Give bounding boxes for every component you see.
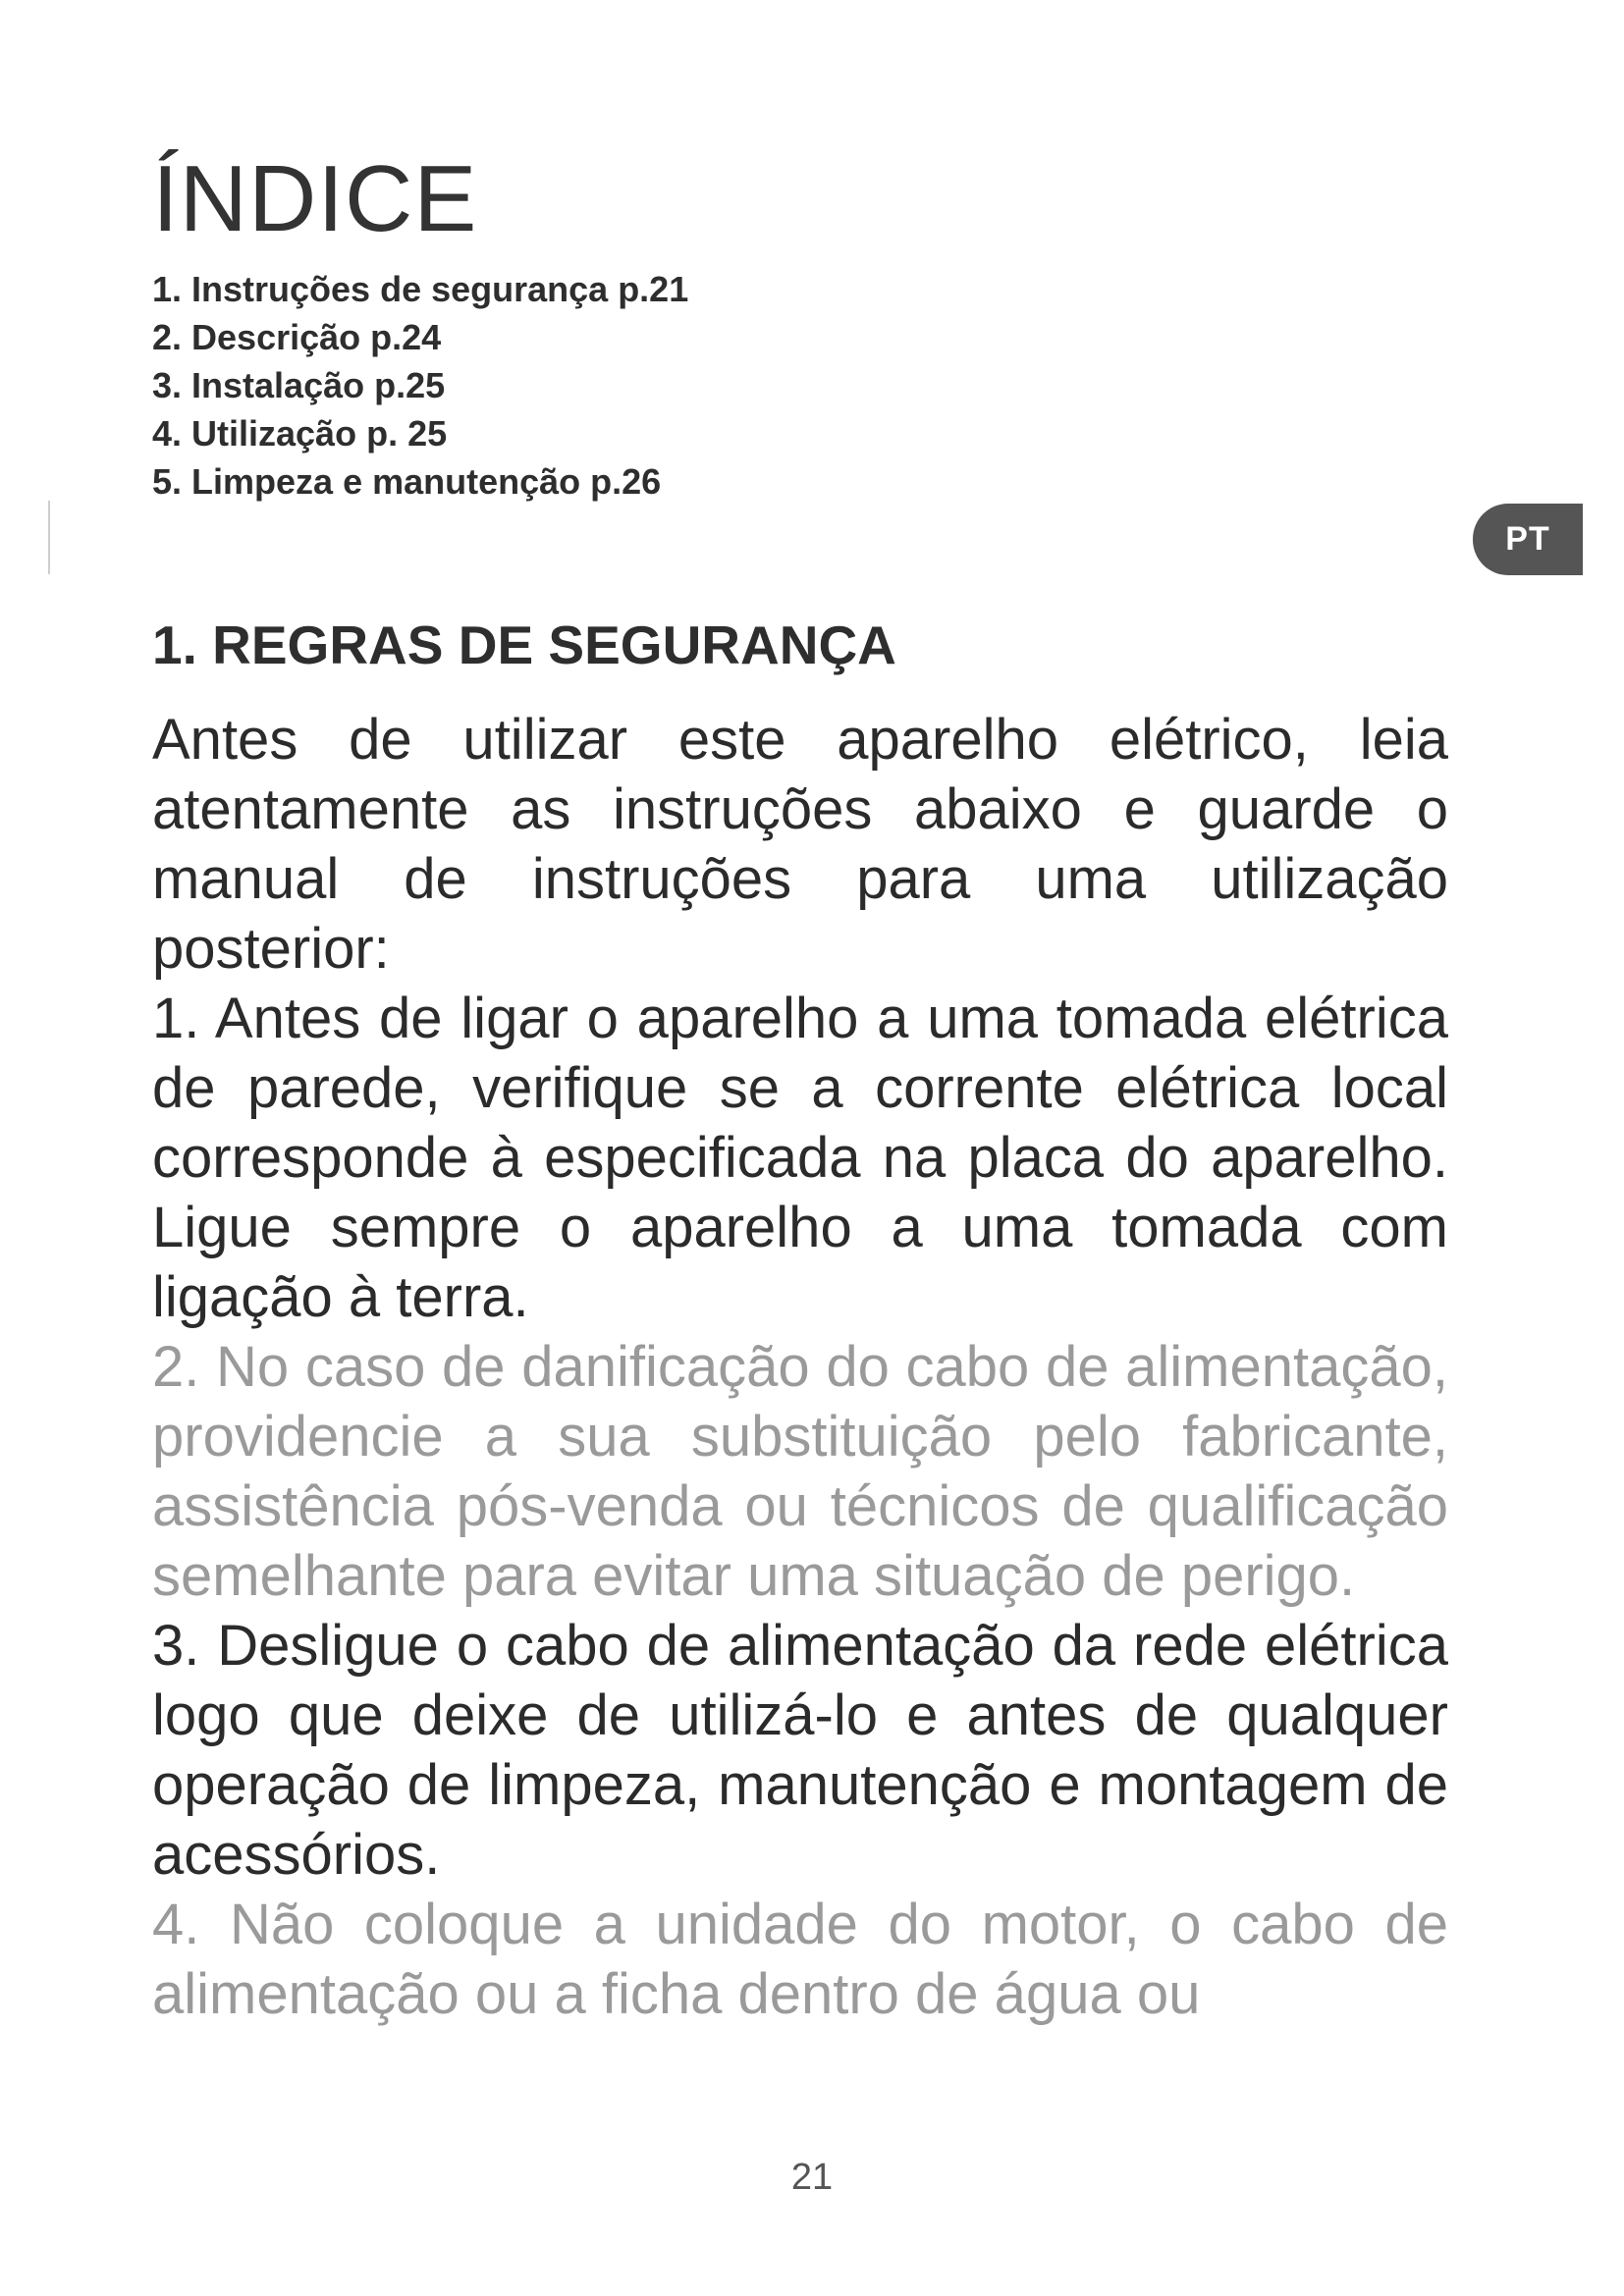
page-number: 21: [790, 2157, 834, 2198]
rule-4-paragraph: 4. Não coloque a unidade do motor, o cabo de alimentação ou a ficha dentro de água ou: [152, 1893, 1448, 2026]
margin-rule: [48, 501, 50, 574]
index-list: [152, 265, 688, 506]
index-item-description: 2. Descrição p.24: [152, 317, 442, 357]
rule-2-paragraph: 2. No caso de danificação do cabo de alimentação, providencie a sua substituição pelo fabricante, assistência pós-venda ou técnicos de qualificação semelhante para evitar uma situação de perigo.: [152, 1335, 1448, 1608]
index-title: ÍNDICE: [152, 146, 478, 251]
index-item-cleaning: 5. Limpeza e manutenção p.26: [152, 461, 662, 502]
index-item-installation: 3. Instalação p.25: [152, 365, 446, 405]
safety-body: [152, 705, 1448, 2029]
language-tab-label: PT: [1505, 520, 1550, 558]
index-item-usage: 4. Utilização p. 25: [152, 413, 448, 454]
rule-1-paragraph: 1. Antes de ligar o aparelho a uma tomada elétrica de parede, verifique se a corrente elétrica local corresponde à especificada na placa do aparelho. Ligue sempre o aparelho a uma tomada com ligação à terra.: [152, 987, 1448, 1329]
intro-paragraph: Antes de utilizar este aparelho elétrico, leia atentamente as instruções abaixo e guarde o manual de instruções para uma utilização posterior:: [152, 708, 1448, 981]
rule-3-paragraph: 3. Desligue o cabo de alimentação da rede elétrica logo que deixe de utilizá-lo e antes de qualquer operação de limpeza, manutenção e montagem de acessórios.: [152, 1614, 1448, 1887]
language-tab: [1473, 504, 1583, 575]
section-heading: 1. REGRAS DE SEGURANÇA: [152, 614, 896, 675]
index-item-safety: 1. Instruções de segurança p.21: [152, 269, 689, 309]
